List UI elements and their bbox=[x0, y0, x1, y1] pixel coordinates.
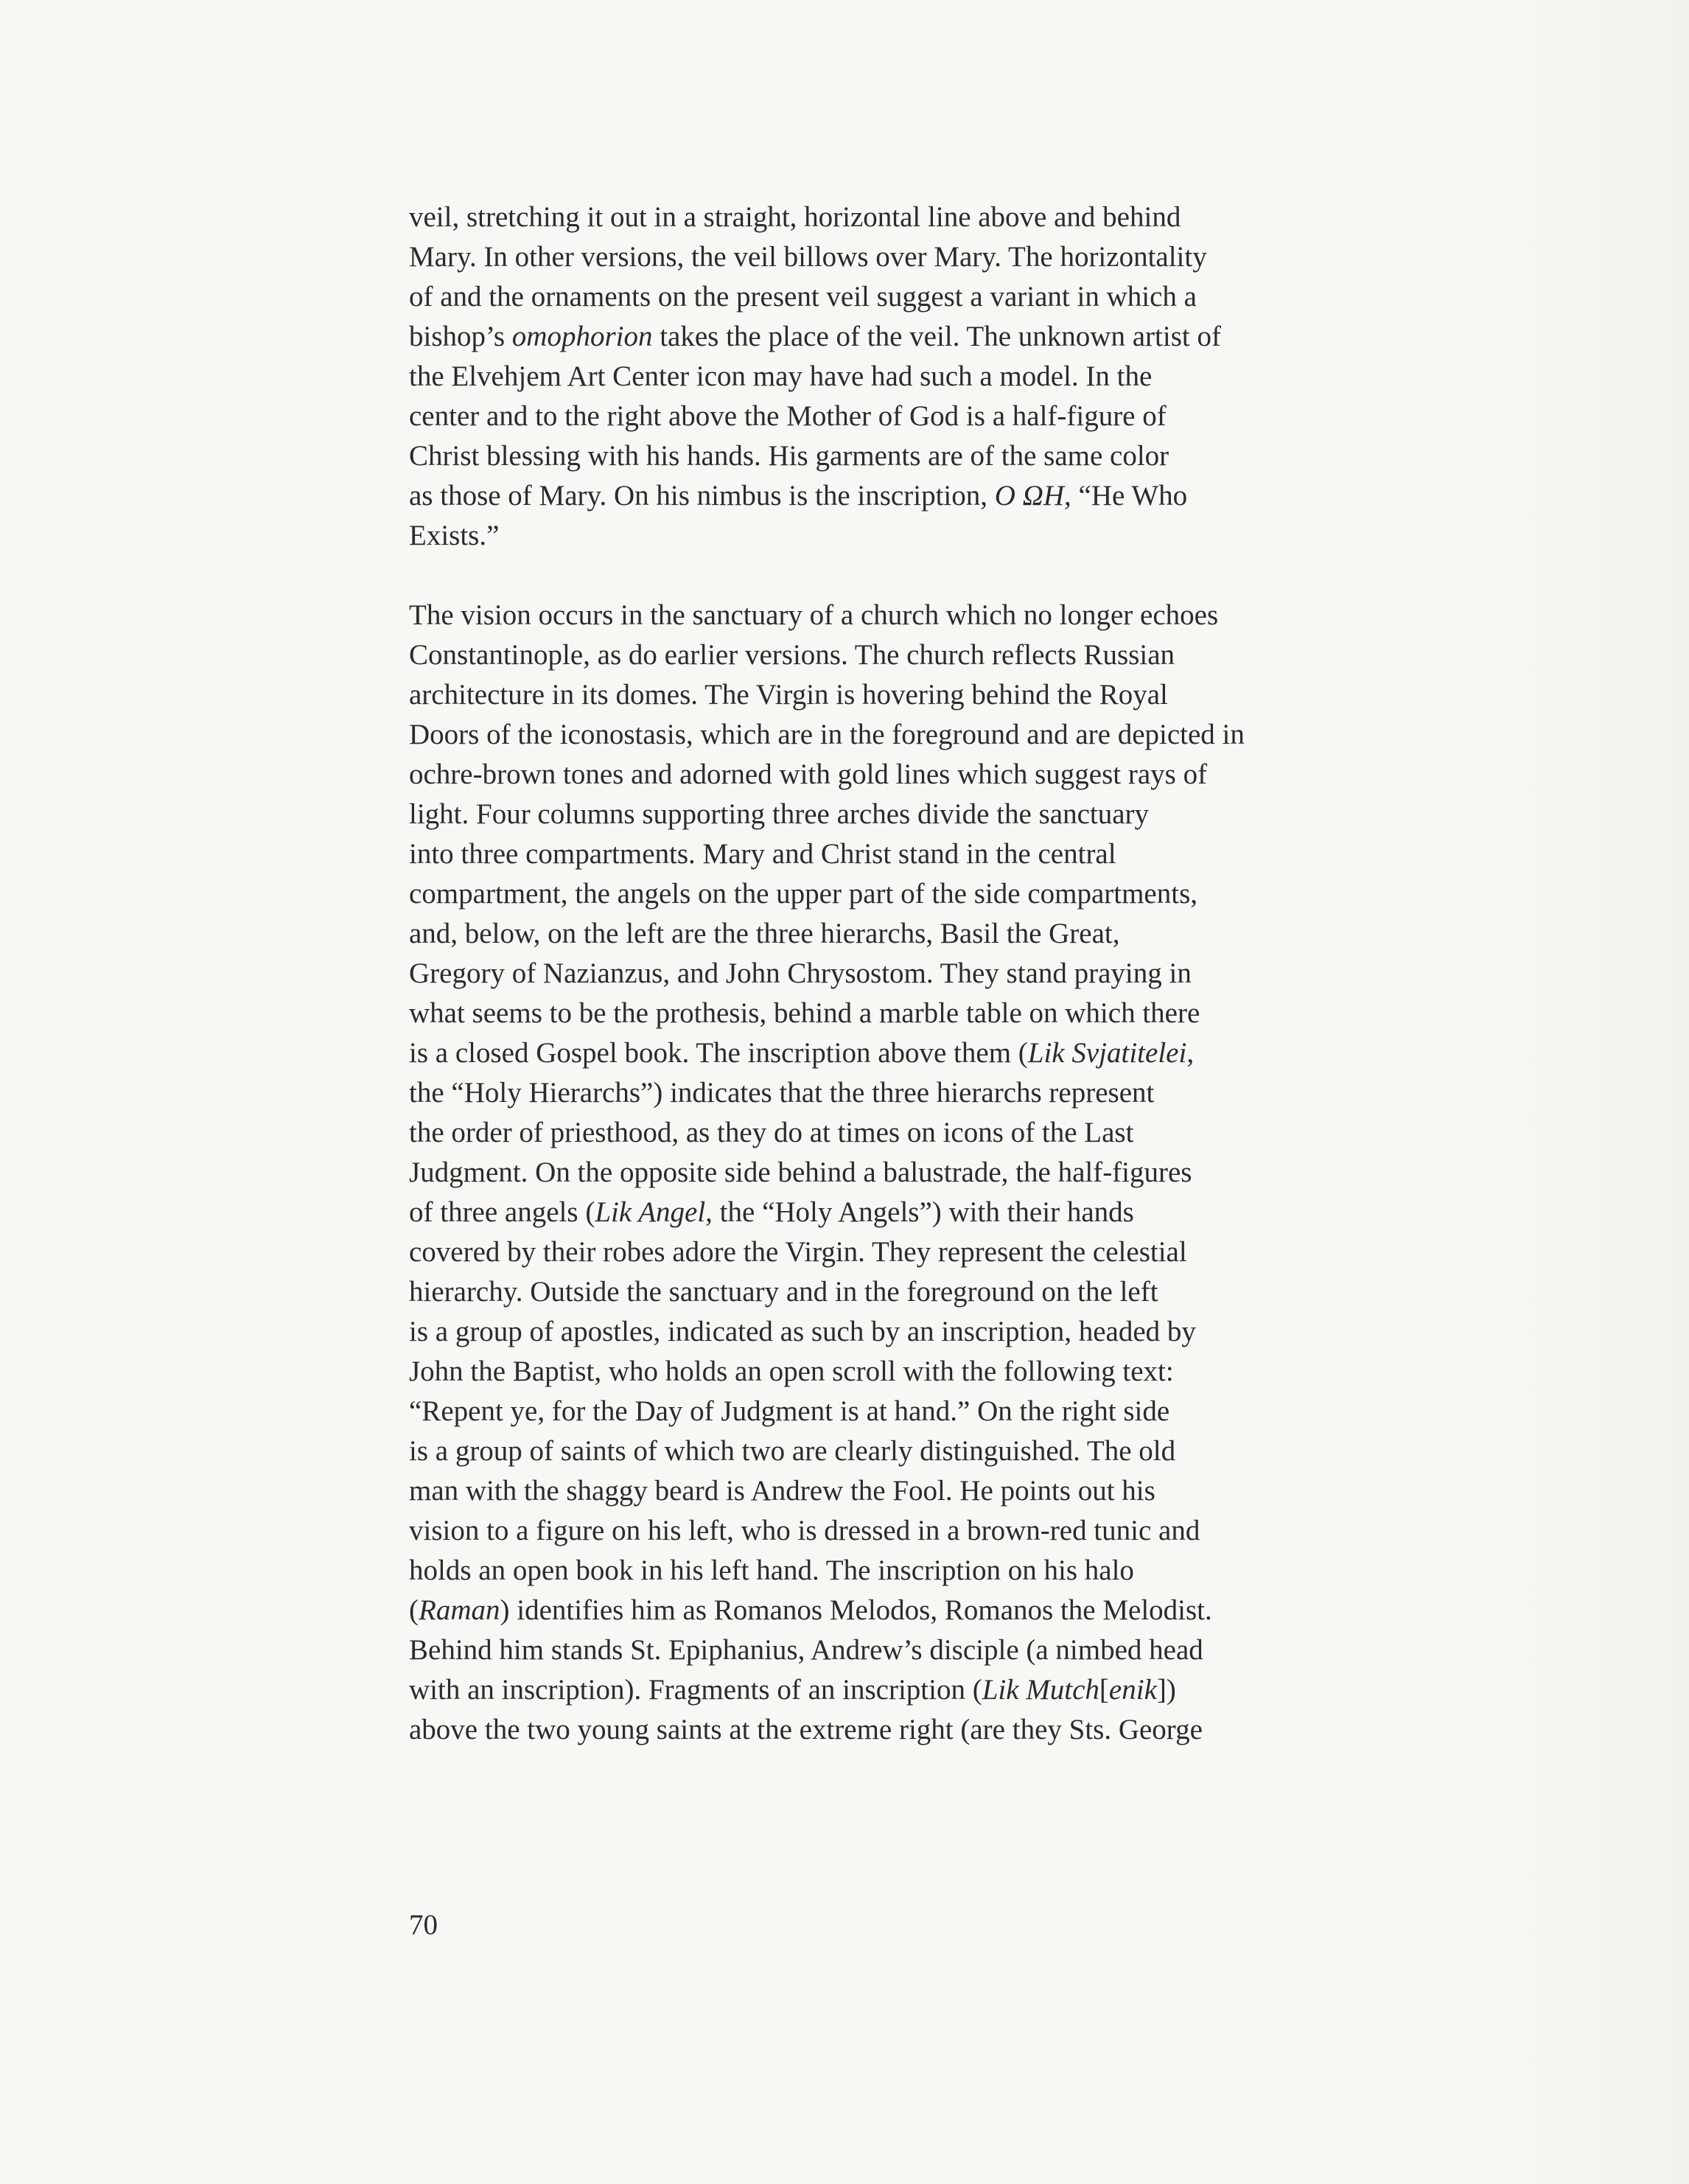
text-line: vision to a figure on his left, who is dressed in a brown-red tunic and bbox=[409, 1515, 1200, 1546]
text-line: John the Baptist, who holds an open scroll with the following text: bbox=[409, 1356, 1174, 1387]
text-line: Christ blessing with his hands. His garments are of the same color bbox=[409, 440, 1169, 472]
italic-term: Lik Mutch bbox=[982, 1674, 1099, 1706]
page-number: 70 bbox=[409, 1909, 438, 1941]
text-line: is a closed Gospel book. The inscription above them (Lik Svjatitelei, bbox=[409, 1037, 1195, 1069]
body-paragraph-1 bbox=[409, 198, 1455, 556]
text-line: center and to the right above the Mother of God is a half-figure of bbox=[409, 400, 1167, 432]
text-line: covered by their robes adore the Virgin. They represent the celestial bbox=[409, 1236, 1187, 1268]
text-line: compartment, the angels on the upper part of the side compartments, bbox=[409, 878, 1198, 910]
text-line: above the two young saints at the extreme right (are they Sts. George bbox=[409, 1714, 1203, 1745]
text-line: is a group of apostles, indicated as such by an inscription, headed by bbox=[409, 1316, 1196, 1347]
text-line: with an inscription). Fragments of an inscription (Lik Mutch[enik]) bbox=[409, 1674, 1176, 1706]
italic-term: Lik Angel bbox=[595, 1196, 706, 1228]
italic-term: omophorion bbox=[511, 321, 653, 352]
text-line: (Raman) identifies him as Romanos Melodos, Romanos the Melodist. bbox=[409, 1594, 1212, 1626]
text-line: is a group of saints of which two are clearly distinguished. The old bbox=[409, 1435, 1176, 1467]
text-line: the “Holy Hierarchs”) indicates that the three hierarchs represent bbox=[409, 1077, 1155, 1109]
text-line: as those of Mary. On his nimbus is the inscription, Ο ΩΗ, “He Who bbox=[409, 480, 1188, 512]
italic-term: Raman bbox=[419, 1594, 500, 1626]
text-line: ochre-brown tones and adorned with gold lines which suggest rays of bbox=[409, 758, 1208, 790]
text-line: Exists.” bbox=[409, 520, 500, 551]
text-line: Mary. In other versions, the veil billows over Mary. The horizontality bbox=[409, 241, 1207, 273]
text-line: man with the shaggy beard is Andrew the Fool. He points out his bbox=[409, 1475, 1155, 1507]
text-line: Gregory of Nazianzus, and John Chrysostom. They stand praying in bbox=[409, 957, 1192, 989]
text-line: light. Four columns supporting three arches divide the sanctuary bbox=[409, 798, 1150, 830]
italic-term: Lik Svjatitelei bbox=[1027, 1037, 1187, 1069]
text-line: Constantinople, as do earlier versions. The church reflects Russian bbox=[409, 639, 1175, 671]
text-line: architecture in its domes. The Virgin is hovering behind the Royal bbox=[409, 679, 1168, 711]
body-paragraph-2 bbox=[409, 596, 1455, 1750]
text-line: what seems to be the prothesis, behind a marble table on which there bbox=[409, 997, 1200, 1029]
facing-page-bleed bbox=[1483, 0, 1689, 2184]
text-line: the Elvehjem Art Center icon may have had such a model. In the bbox=[409, 360, 1153, 392]
text-line: and, below, on the left are the three hierarchs, Basil the Great, bbox=[409, 918, 1120, 949]
text-line: the order of priesthood, as they do at times on icons of the Last bbox=[409, 1117, 1134, 1148]
text-line: “Repent ye, for the Day of Judgment is at hand.” On the right side bbox=[409, 1395, 1170, 1427]
text-line: Judgment. On the opposite side behind a balustrade, the half-figures bbox=[409, 1156, 1192, 1188]
text-line: The vision occurs in the sanctuary of a church which no longer echoes bbox=[409, 599, 1219, 631]
text-line: Doors of the iconostasis, which are in the foreground and are depicted in bbox=[409, 719, 1245, 750]
text-line: veil, stretching it out in a straight, horizontal line above and behind bbox=[409, 201, 1181, 233]
text-line: hierarchy. Outside the sanctuary and in the foreground on the left bbox=[409, 1276, 1158, 1308]
text-line: Behind him stands St. Epiphanius, Andrew’s disciple (a nimbed head bbox=[409, 1634, 1203, 1666]
text-line: of three angels (Lik Angel, the “Holy Angels”) with their hands bbox=[409, 1196, 1134, 1228]
text-line: holds an open book in his left hand. The inscription on his halo bbox=[409, 1555, 1134, 1586]
italic-term: enik bbox=[1108, 1674, 1157, 1706]
text-line: of and the ornaments on the present veil suggest a variant in which a bbox=[409, 281, 1197, 313]
text-line: bishop’s omophorion takes the place of the veil. The unknown artist of bbox=[409, 321, 1221, 352]
italic-term: Ο ΩΗ bbox=[994, 480, 1065, 512]
text-line: into three compartments. Mary and Christ stand in the central bbox=[409, 838, 1116, 870]
